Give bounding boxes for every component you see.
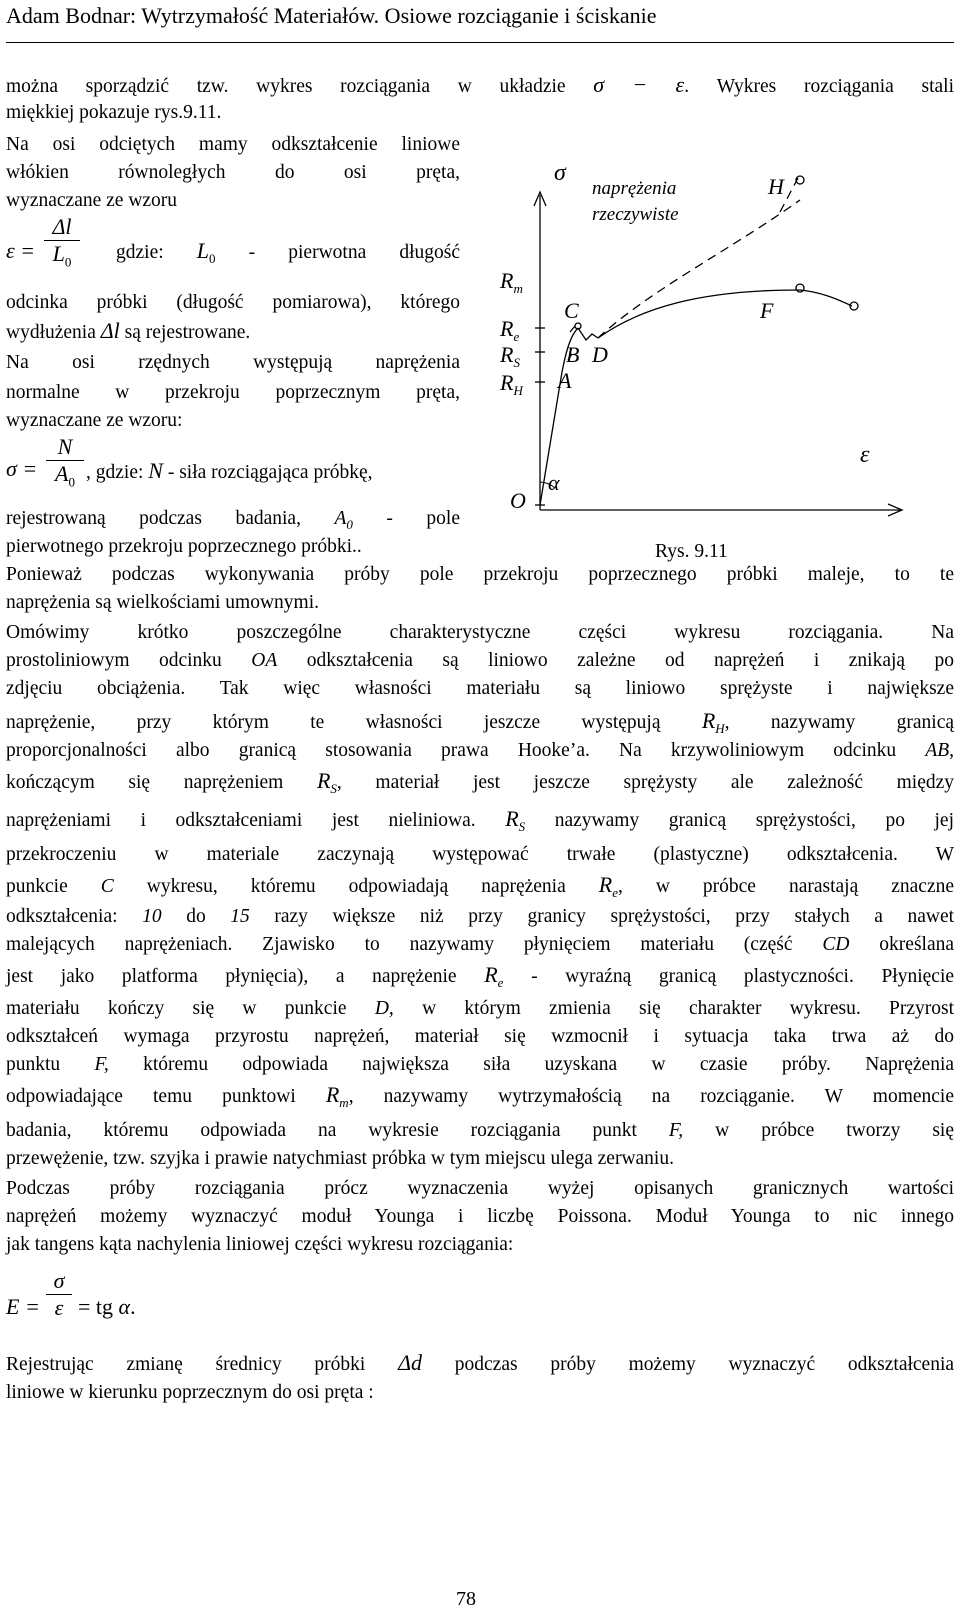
running-header — [6, 2, 954, 43]
true-stress-label-2: rzeczywiste — [592, 204, 679, 225]
body-line-20: przewężenie, tzw. szyjka i prawie natychmiast próbka w tym miejscu ulega zerwaniu. — [6, 1148, 674, 1169]
sigma-formula-desc: , gdzie: N - siła rozciągająca próbkę, — [86, 458, 373, 483]
body-line-22: naprężeń możemy wyznaczyć moduł Younga i liczbę Poissona. Moduł Younga to nic innego — [6, 1206, 954, 1227]
body-line-23: jak tangens kąta nachylenia liniowej części wykresu rozciągania: — [6, 1234, 514, 1255]
figure-caption: Rys. 9.11 — [655, 541, 728, 562]
point-D-label: D — [592, 342, 608, 367]
left-p3-line1: Na osi rzędnych występują naprężenia — [6, 352, 460, 373]
sigma-denominator: $A_0$ — [55, 461, 75, 490]
young-formula-lhs: E = — [6, 1294, 40, 1319]
left-p4-line1: rejestrowaną podczas badania, $A_0$ - pole — [6, 508, 460, 532]
point-C-label: C — [564, 298, 579, 323]
left-p3-line2: normalne w przekroju poprzecznym pręta, — [6, 382, 460, 403]
body-line-21: Podczas próby rozciągania prócz wyznaczenia wyżej opisanych granicznych wartości — [6, 1178, 954, 1199]
young-numerator: σ — [46, 1268, 72, 1295]
body-line-12: odkształcenia: 10 do 15 razy większe niż przy granicy sprężystości, przy stałych a nawet — [6, 906, 955, 927]
left-p1-line1: Na osi odciętych mamy odkształcenie liniowe — [6, 134, 460, 155]
page-number: 78 — [456, 1588, 476, 1610]
curve-necking — [800, 290, 852, 306]
RH-label: $R_H$ — [500, 370, 523, 398]
stress-strain-diagram — [480, 140, 950, 540]
origin-O-label: O — [510, 488, 526, 513]
body-line-8: kończącym się naprężeniem $R_S$, materiał jest jeszcze sprężysty ale zależność między — [6, 768, 955, 796]
body-line-11: punkcie C wykresu, któremu odpowiadają naprężenia $R_e$, w próbce narastają znaczne — [6, 872, 955, 900]
header-text: Adam Bodnar: Wytrzymałość Materiałów. Osiowe rozciąganie i ściskanie — [6, 3, 657, 28]
body-line-1: Ponieważ podczas wykonywania próby pole przekroju poprzecznego próbki maleje, to te — [6, 564, 954, 585]
body-line-3: Omówimy krótko poszczególne charakterystyczne części wykresu rozciągania. Na — [6, 622, 954, 643]
sigma-numerator: N — [46, 434, 84, 461]
body-line-15: materiału kończy się w punkcie D, w którym zmienia się charakter wykresu. Przyrost — [6, 998, 954, 1019]
body-line-6: naprężenie, przy którym te własności jeszcze występują $R_H$, nazywamy granicą — [6, 708, 954, 736]
body-line-18: odpowiadające temu punktowi $R_m$, nazywamy wytrzymałością na rozciąganie. W momencie — [6, 1082, 954, 1110]
eps-numerator: Δl — [44, 214, 80, 241]
Rm-label: $R_m$ — [500, 268, 523, 296]
curve-yield — [578, 328, 598, 340]
left-p1-line3: wyznaczane ze wzoru — [6, 190, 178, 211]
RS-label: $R_S$ — [500, 342, 520, 370]
intro-text-a: można sporządzić tzw. wykres rozciągania w układzie — [6, 76, 566, 97]
body-line-2: naprężenia są wielkościami umownymi. — [6, 592, 319, 613]
body-line-5: zdjęciu obciążenia. Tak więc własności materiału są liniowo sprężyste i największe — [6, 678, 954, 699]
point-B-label: B — [566, 342, 580, 367]
sigma-axis-label: σ — [554, 160, 566, 186]
young-fraction — [46, 1268, 72, 1321]
eps-formula-lhs: ε = — [6, 238, 36, 263]
alpha-label: α — [548, 470, 560, 495]
eps-denominator: $L_0$ — [52, 241, 72, 270]
eps-fraction — [44, 214, 80, 270]
left-p4-line2: pierwotnego przekroju poprzecznego próbki.. — [6, 536, 362, 557]
eps-axis-label: ε — [860, 442, 870, 468]
body-line-17: punktu F, któremu odpowiada największa siła uzyskana w czasie próby. Naprężenia — [6, 1054, 955, 1075]
left-p2-line1: odcinka próbki (długość pomiarowa), którego — [6, 292, 460, 313]
sigma-fraction — [46, 434, 84, 490]
body-line-7: proporcjonalności albo granicą stosowania prawa Hooke’a. Na krzywoliniowym odcinku AB, — [6, 740, 955, 761]
intro-text-b: . Wykres rozciągania stali — [684, 76, 954, 97]
true-stress-label-1: naprężenia — [592, 178, 677, 199]
sigma-eps-symbol: σ − ε — [593, 72, 685, 97]
young-denominator: ε — [54, 1295, 64, 1320]
left-p3-line3: wyznaczane ze wzoru: — [6, 410, 183, 431]
point-H-label: H — [768, 174, 784, 199]
eps-formula-desc: gdzie: $L_0$ - pierwotna długość — [116, 238, 461, 266]
body-line-25: liniowe w kierunku poprzecznym do osi pręta : — [6, 1382, 374, 1403]
point-A-label: A — [558, 368, 572, 393]
point-F-label: F — [760, 298, 774, 323]
sigma-formula-lhs: σ = — [6, 456, 38, 481]
Re-label: $R_e$ — [500, 316, 520, 344]
body-line-10: przekroczeniu w materiale zaczynają występować trwałe (plastyczne) odkształcenia. W — [6, 844, 954, 865]
body-line-16: odkształceń wymaga przyrostu naprężeń, materiał się wzmocnił i sytuacja taka trwa aż do — [6, 1026, 954, 1047]
left-p1-line2: włókien równoległych do osi pręta, — [6, 162, 460, 183]
body-line-13: malejących naprężeniach. Zjawisko to nazywamy płynięciem materiału (część CD określana — [6, 934, 955, 955]
left-p2-line2: wydłużenia Δl są rejestrowane. — [6, 318, 251, 343]
body-line-4: prostoliniowym odcinku OA odkształcenia są liniowo zależne od naprężeń i znikają po — [6, 650, 955, 671]
intro-line-2: miękkiej pokazuje rys.9.11. — [6, 102, 222, 123]
body-line-9: naprężeniami i odkształceniami jest nieliniowa. $R_S$ nazywamy granicą sprężystości, po jej — [6, 806, 954, 834]
young-formula-rhs: = tg α. — [78, 1294, 136, 1319]
body-line-19: badania, któremu odpowiada na wykresie rozciągania punkt F, w próbce tworzy się — [6, 1120, 955, 1141]
body-line-14: jest jako platforma płynięcia), a naprężenie $R_e$ - wyraźną granicą plastyczności. Płynięcie — [6, 962, 955, 990]
body-line-24: Rejestrując zmianę średnicy próbki Δd podczas próby możemy wyznaczyć odkształcenia — [6, 1350, 955, 1375]
intro-line-1 — [6, 72, 954, 100]
